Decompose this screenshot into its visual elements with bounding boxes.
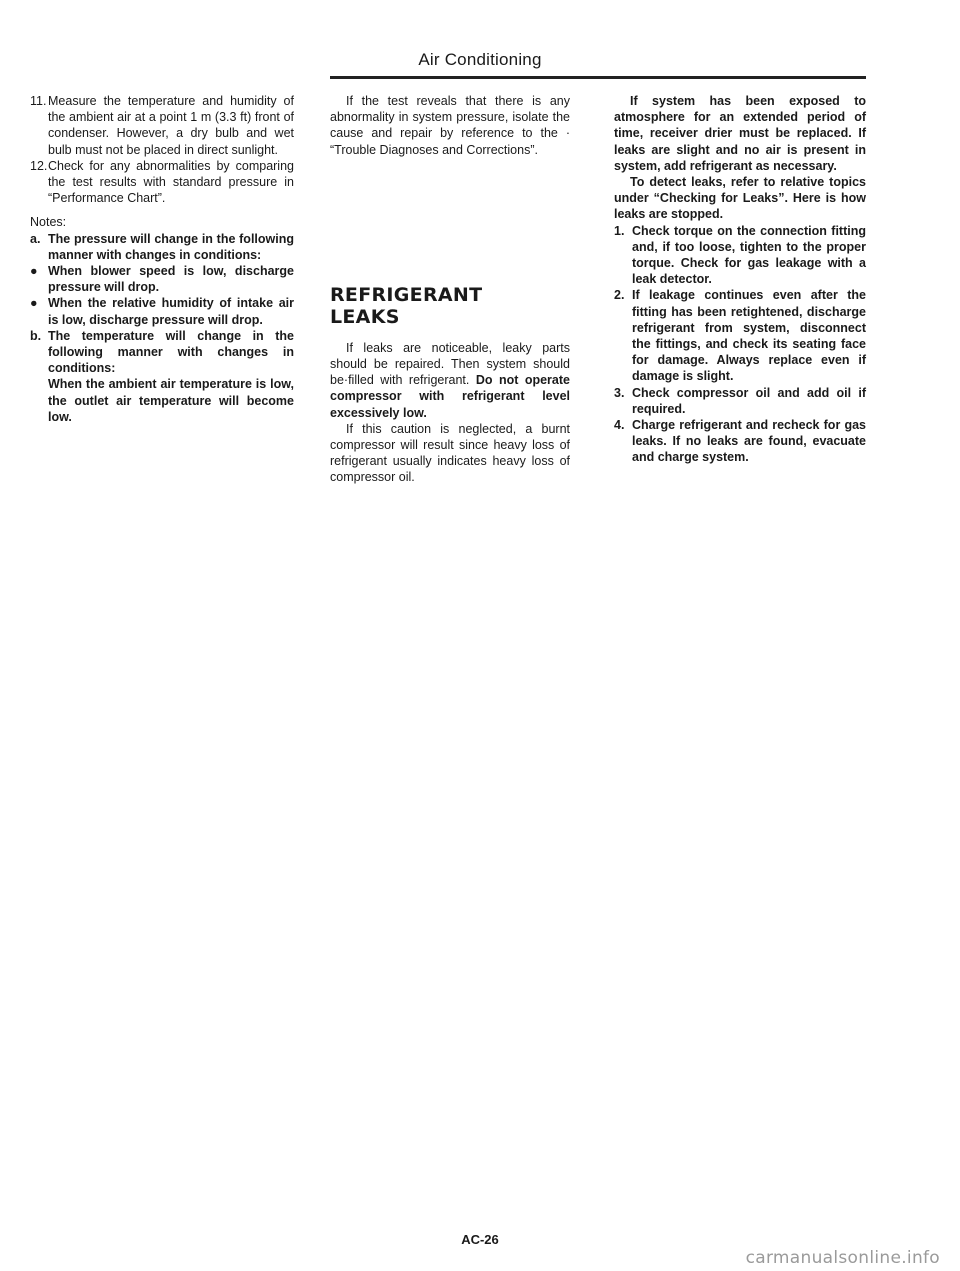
section-heading-line-2: LEAKS bbox=[330, 305, 400, 328]
note-b-continuation: When the ambient air temperature is low, the outlet air temperature will become low. bbox=[48, 377, 294, 424]
intro-paragraph: If the test reveals that there is any abnormality in system pressure, isolate the cause and repair by reference to the · “Trouble Diagnoses and Corrections”. bbox=[330, 94, 570, 157]
page-number: AC-26 bbox=[461, 1232, 499, 1247]
step-1-marker: 1. bbox=[614, 223, 625, 238]
note-a-marker: a. bbox=[30, 231, 41, 246]
step-12 bbox=[30, 158, 294, 207]
step-3-text: Check compressor oil and add oil if required. bbox=[632, 385, 866, 416]
step-4 bbox=[614, 417, 866, 466]
bullet-text-1: When blower speed is low, discharge pressure will drop. bbox=[48, 264, 294, 295]
note-a bbox=[30, 231, 294, 263]
step-2 bbox=[614, 287, 866, 384]
notes-label: Notes: bbox=[30, 215, 67, 230]
step-11 bbox=[30, 93, 294, 158]
bullet-icon: ● bbox=[30, 296, 38, 311]
step-3-marker: 3. bbox=[614, 385, 625, 400]
step-11-text: Measure the temperature and humidity of the ambient air at a point 1 m (3.3 ft) front of condenser. However, a dry bulb and wet bulb must not be placed in direct sunlight. bbox=[48, 94, 294, 157]
step-4-text: Charge refrigerant and recheck for gas leaks. If no leaks are found, evacuate and charge system. bbox=[632, 418, 866, 465]
step-11-marker: 11. bbox=[30, 94, 47, 108]
section-heading-line-1: REFRIGERANT bbox=[330, 283, 483, 306]
bullet-text-2: When the relative humidity of intake air is low, discharge pressure will drop. bbox=[48, 296, 294, 327]
exposure-paragraph: If system has been exposed to atmosphere for an extended period of time, receiver drier must be replaced. If leaks are slight and no air is present in system, add refrigerant as necessary. bbox=[614, 94, 866, 173]
column-left bbox=[30, 93, 294, 425]
page-header-title: Air Conditioning bbox=[418, 50, 542, 69]
detect-paragraph: To detect leaks, refer to relative topics under “Checking for Leaks”. Here is how leaks are stopped. bbox=[614, 175, 866, 222]
step-2-marker: 2. bbox=[614, 288, 625, 303]
step-12-marker: 12. bbox=[30, 158, 48, 173]
column-right bbox=[614, 93, 866, 466]
watermark: carmanualsonline.info bbox=[745, 1248, 940, 1268]
leaks-paragraph-2: If this caution is neglected, a burnt compressor will result since heavy loss of refrigerant usually indicates heavy loss of compressor oil. bbox=[330, 421, 570, 485]
step-4-marker: 4. bbox=[614, 418, 625, 433]
leaks-paragraph-1 bbox=[330, 340, 570, 421]
note-b bbox=[30, 328, 294, 377]
note-a-text: The pressure will change in the following manner with changes in conditions: bbox=[48, 231, 294, 262]
step-1-text: Check torque on the connection fitting and, if too loose, tighten to the proper torque. Check for gas leakage with a leak detector. bbox=[632, 223, 866, 287]
step-1 bbox=[614, 223, 866, 288]
bullet-item bbox=[30, 295, 294, 327]
step-2-text: If leakage continues even after the fitting has been retightened, discharge refrigerant from system, disconnect the fittings, and check its seating face for damage. Always replace even if damage is slight. bbox=[632, 288, 866, 384]
note-b-marker: b. bbox=[30, 328, 42, 343]
note-b-text: The temperature will change in the following manner with changes in conditions: bbox=[48, 328, 294, 376]
step-3 bbox=[614, 385, 866, 417]
bullet-item bbox=[30, 263, 294, 295]
column-middle bbox=[330, 93, 570, 486]
step-12-text: Check for any abnormalities by comparing the test results with standard pressure in “Performance Chart”. bbox=[48, 158, 294, 206]
section-heading bbox=[330, 284, 570, 328]
bullet-icon: ● bbox=[30, 264, 38, 279]
leaks-paragraph-1-text: If leaks are noticeable, leaky parts should be repaired. Then system should be·filled with refrigerant. bbox=[330, 340, 570, 388]
header-rule bbox=[330, 76, 866, 79]
leaks-warning: Do not operate compressor with refrigerant level excessively low. bbox=[330, 373, 570, 420]
